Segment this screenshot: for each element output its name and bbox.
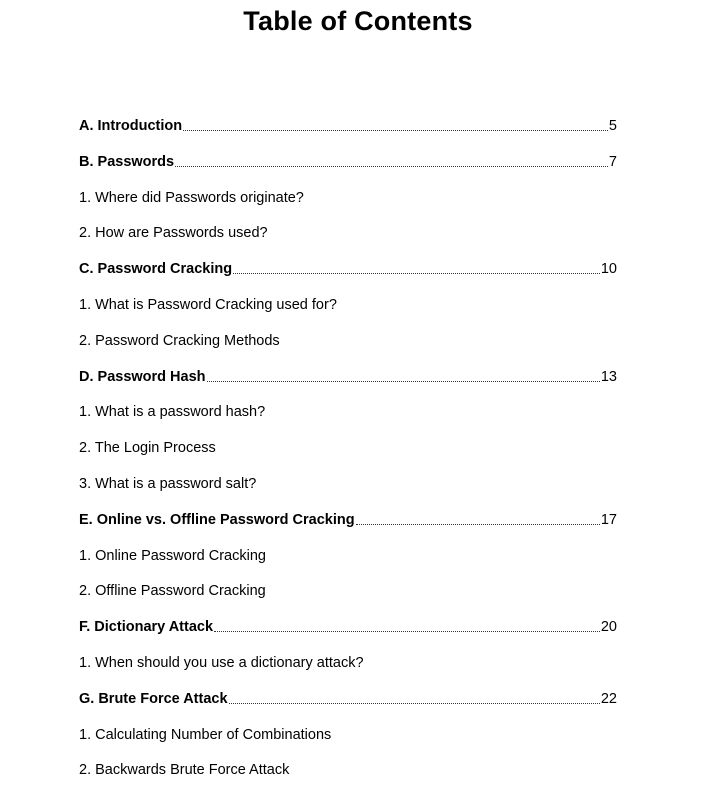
toc-subsection-label: 1. Online Password Cracking: [79, 547, 266, 564]
toc-subsection[interactable]: [79, 474, 617, 510]
toc-subsection[interactable]: [79, 546, 617, 582]
toc-section-label: C. Password Cracking: [79, 261, 233, 278]
toc-section[interactable]: [79, 617, 617, 653]
dot-leader: [233, 259, 600, 274]
toc-subsection-label: 3. What is a password salt?: [79, 475, 257, 492]
toc-page-number: 22: [600, 690, 617, 707]
toc-subsection-label: 2. How are Passwords used?: [79, 225, 268, 242]
toc-page-number: 5: [608, 118, 617, 134]
toc-subsection[interactable]: [79, 295, 617, 331]
toc-subsection-label: 1. Where did Passwords originate?: [79, 189, 304, 206]
toc-page-number: 20: [600, 619, 617, 636]
toc-subsection[interactable]: [79, 402, 617, 438]
toc-page-number: 7: [608, 153, 617, 170]
toc-section[interactable]: [79, 152, 617, 188]
toc-subsection-label: 1. What is a password hash?: [79, 404, 266, 421]
toc-subsection[interactable]: [79, 725, 617, 761]
toc-section-label: B. Passwords: [79, 153, 175, 170]
toc-section[interactable]: [79, 259, 617, 295]
page-title: Table of Contents: [243, 6, 473, 36]
toc-subsection-label: 2. Backwards Brute Force Attack: [79, 762, 290, 779]
toc-section-label: E. Online vs. Offline Password Cracking: [79, 511, 355, 528]
toc-subsection[interactable]: [79, 653, 617, 689]
toc-subsection[interactable]: [79, 188, 617, 224]
dot-leader: [183, 116, 608, 131]
toc-page-number: 13: [600, 368, 617, 385]
toc-section[interactable]: [79, 367, 617, 403]
dot-leader: [356, 510, 600, 525]
toc-section[interactable]: [79, 689, 617, 725]
toc-section[interactable]: [79, 116, 617, 152]
toc-subsection-label: 2. The Login Process: [79, 440, 216, 457]
toc-subsection-label: 1. Calculating Number of Combinations: [79, 726, 332, 743]
dot-leader: [214, 617, 600, 632]
dot-leader: [175, 152, 608, 167]
toc-page-number: 17: [600, 511, 617, 528]
toc-subsection-label: 2. Offline Password Cracking: [79, 583, 266, 600]
table-of-contents: [79, 116, 617, 796]
toc-subsection[interactable]: [79, 760, 617, 796]
toc-section-label: F. Dictionary Attack: [79, 619, 214, 636]
toc-page-number: 10: [600, 261, 617, 278]
toc-subsection-label: 2. Password Cracking Methods: [79, 332, 280, 349]
toc-subsection[interactable]: [79, 438, 617, 474]
toc-subsection-label: 1. What is Password Cracking used for?: [79, 296, 337, 313]
toc-subsection-label: 1. When should you use a dictionary attack?: [79, 654, 364, 671]
toc-section-label: A. Introduction: [79, 118, 183, 134]
toc-section-label: G. Brute Force Attack: [79, 690, 228, 707]
toc-subsection[interactable]: [79, 581, 617, 617]
dot-leader: [229, 689, 600, 704]
toc-subsection[interactable]: [79, 223, 617, 259]
dot-leader: [207, 367, 600, 382]
toc-section-label: D. Password Hash: [79, 368, 206, 385]
toc-subsection[interactable]: [79, 331, 617, 367]
toc-section[interactable]: [79, 510, 617, 546]
